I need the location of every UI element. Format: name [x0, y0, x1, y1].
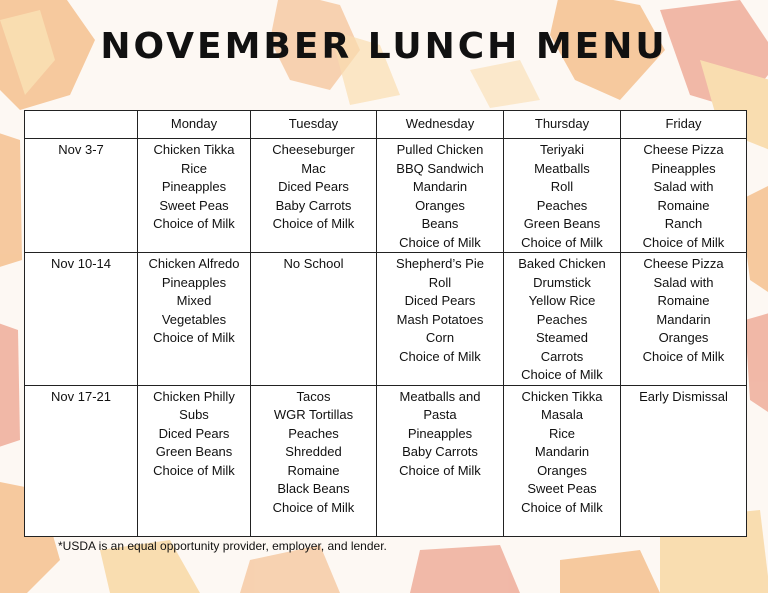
menu-item: WGR Tortillas	[273, 407, 354, 422]
menu-item: Subs	[179, 407, 209, 422]
menu-item: Baby Carrots	[275, 197, 352, 213]
menu-item: Pineapples	[651, 160, 716, 176]
menu-item: Meatballs and	[399, 388, 481, 404]
menu-item: Diced Pears	[158, 425, 230, 441]
day-header-wednesday: Wednesday	[377, 111, 504, 139]
menu-item: Choice of Milk	[521, 367, 603, 382]
menu-cell-tuesday	[251, 253, 377, 386]
week-row	[25, 385, 747, 536]
menu-item: Beans	[421, 216, 459, 231]
week-label: Nov 3-7	[25, 139, 138, 253]
leaf-icon	[560, 550, 660, 593]
lunch-menu-table	[24, 110, 747, 537]
menu-item: Choice of Milk	[153, 330, 235, 345]
menu-item: Oranges	[537, 462, 587, 478]
menu-item: Yellow Rice	[528, 293, 596, 308]
menu-cell-monday	[138, 139, 251, 253]
menu-item: Romaine	[287, 462, 340, 478]
page-title: NOVEMBER LUNCH MENU	[100, 26, 668, 67]
menu-item: Carrots	[540, 348, 584, 364]
menu-item: Chicken Tikka	[153, 142, 235, 157]
menu-item: Drumstick	[533, 274, 591, 290]
menu-item: Mash Potatoes	[396, 311, 484, 327]
week-row	[25, 139, 747, 253]
day-header-friday: Friday	[621, 111, 747, 139]
day-header-monday: Monday	[138, 111, 251, 139]
menu-item: Sweet Peas	[527, 481, 597, 496]
leaf-icon	[745, 310, 768, 420]
corner-cell	[25, 111, 138, 139]
menu-item: Choice of Milk	[642, 348, 725, 364]
menu-item: Choice of Milk	[521, 499, 603, 515]
menu-item: Mac	[301, 160, 326, 176]
menu-item: Choice of Milk	[399, 348, 481, 364]
menu-item: Mandarin	[534, 444, 590, 459]
menu-item: Oranges	[415, 197, 465, 213]
menu-item: Mandarin	[656, 311, 711, 327]
menu-item: Green Beans	[155, 444, 233, 459]
menu-item: Steamed	[535, 330, 589, 345]
menu-cell-friday	[621, 385, 747, 536]
day-header-tuesday: Tuesday	[251, 111, 377, 139]
menu-item: Choice of Milk	[399, 462, 481, 478]
week-row	[25, 253, 747, 386]
menu-item: Pulled Chicken	[396, 142, 484, 157]
leaf-icon	[0, 320, 20, 450]
menu-item: Cheese Pizza	[643, 142, 724, 157]
menu-item: Chicken Philly	[153, 388, 235, 404]
day-header-thursday: Thursday	[504, 111, 621, 139]
menu-cell-wednesday	[377, 385, 504, 536]
menu-cell-friday	[621, 253, 747, 386]
menu-item: No School	[283, 256, 344, 271]
menu-item: Rice	[548, 425, 575, 441]
menu-item: Baked Chicken	[518, 256, 606, 271]
menu-cell-wednesday	[377, 253, 504, 386]
menu-cell-monday	[138, 253, 251, 386]
menu-item: Choice of Milk	[521, 234, 603, 250]
menu-item: Romaine	[657, 197, 710, 213]
menu-item: Early Dismissal	[639, 388, 728, 404]
menu-item: Choice of Milk	[272, 499, 355, 515]
menu-item: Salad with	[653, 179, 714, 194]
menu-item: Diced Pears	[404, 293, 476, 308]
menu-item: Peaches	[536, 197, 588, 213]
menu-item: Roll	[428, 274, 452, 290]
menu-cell-wednesday	[377, 139, 504, 253]
menu-item: Mandarin	[412, 179, 468, 194]
menu-cell-thursday	[504, 385, 621, 536]
menu-item: Pineapples	[161, 274, 227, 290]
menu-item: Masala	[541, 407, 583, 422]
leaf-icon	[410, 545, 520, 593]
week-label: Nov 17-21	[25, 385, 138, 536]
menu-item: Roll	[550, 179, 574, 194]
menu-item: Cheese Pizza	[643, 256, 724, 271]
week-label: Nov 10-14	[25, 253, 138, 386]
menu-item: Teriyaki	[539, 142, 585, 157]
menu-item: Chicken Tikka	[521, 388, 603, 404]
menu-cell-friday	[621, 139, 747, 253]
menu-item: Rice	[180, 160, 207, 176]
menu-item: Vegetables	[161, 311, 227, 327]
menu-item: Choice of Milk	[642, 234, 725, 250]
menu-item: Pasta	[423, 407, 457, 422]
menu-item: Corn	[425, 330, 455, 345]
menu-item: Choice of Milk	[153, 216, 235, 231]
menu-item: Green Beans	[523, 216, 601, 231]
menu-item: Meatballs	[534, 160, 590, 176]
menu-item: Black Beans	[277, 481, 350, 496]
leaf-icon	[470, 60, 540, 108]
menu-item: Diced Pears	[278, 179, 349, 194]
menu-item: Romaine	[657, 293, 710, 308]
menu-cell-thursday	[504, 139, 621, 253]
usda-footnote: *USDA is an equal opportunity provider, employer, and lender.	[58, 539, 387, 553]
menu-item: Salad with	[653, 274, 714, 290]
menu-cell-tuesday	[251, 139, 377, 253]
menu-item: Choice of Milk	[272, 216, 355, 231]
menu-item: Chicken Alfredo	[148, 256, 240, 271]
menu-item: Peaches	[288, 425, 339, 441]
menu-item: Choice of Milk	[399, 234, 481, 250]
menu-item: Baby Carrots	[402, 444, 478, 459]
menu-item: Tacos	[296, 388, 331, 404]
menu-item: Oranges	[658, 330, 709, 345]
menu-item: Pineapples	[407, 425, 473, 441]
menu-cell-tuesday	[251, 385, 377, 536]
menu-item: Shepherd’s Pie	[396, 256, 484, 271]
header-row	[25, 111, 747, 139]
menu-item: Peaches	[536, 311, 588, 327]
leaf-icon	[0, 130, 22, 270]
menu-item: Shredded	[285, 444, 342, 459]
menu-item: Choice of Milk	[153, 462, 235, 478]
menu-item: Pineapples	[161, 179, 227, 194]
menu-item: Cheeseburger	[272, 142, 355, 157]
menu-item: Mixed	[176, 293, 212, 308]
menu-cell-monday	[138, 385, 251, 536]
menu-item: Ranch	[664, 216, 703, 231]
menu-item: BBQ Sandwich	[396, 160, 484, 176]
menu-cell-thursday	[504, 253, 621, 386]
menu-item: Sweet Peas	[159, 197, 229, 213]
